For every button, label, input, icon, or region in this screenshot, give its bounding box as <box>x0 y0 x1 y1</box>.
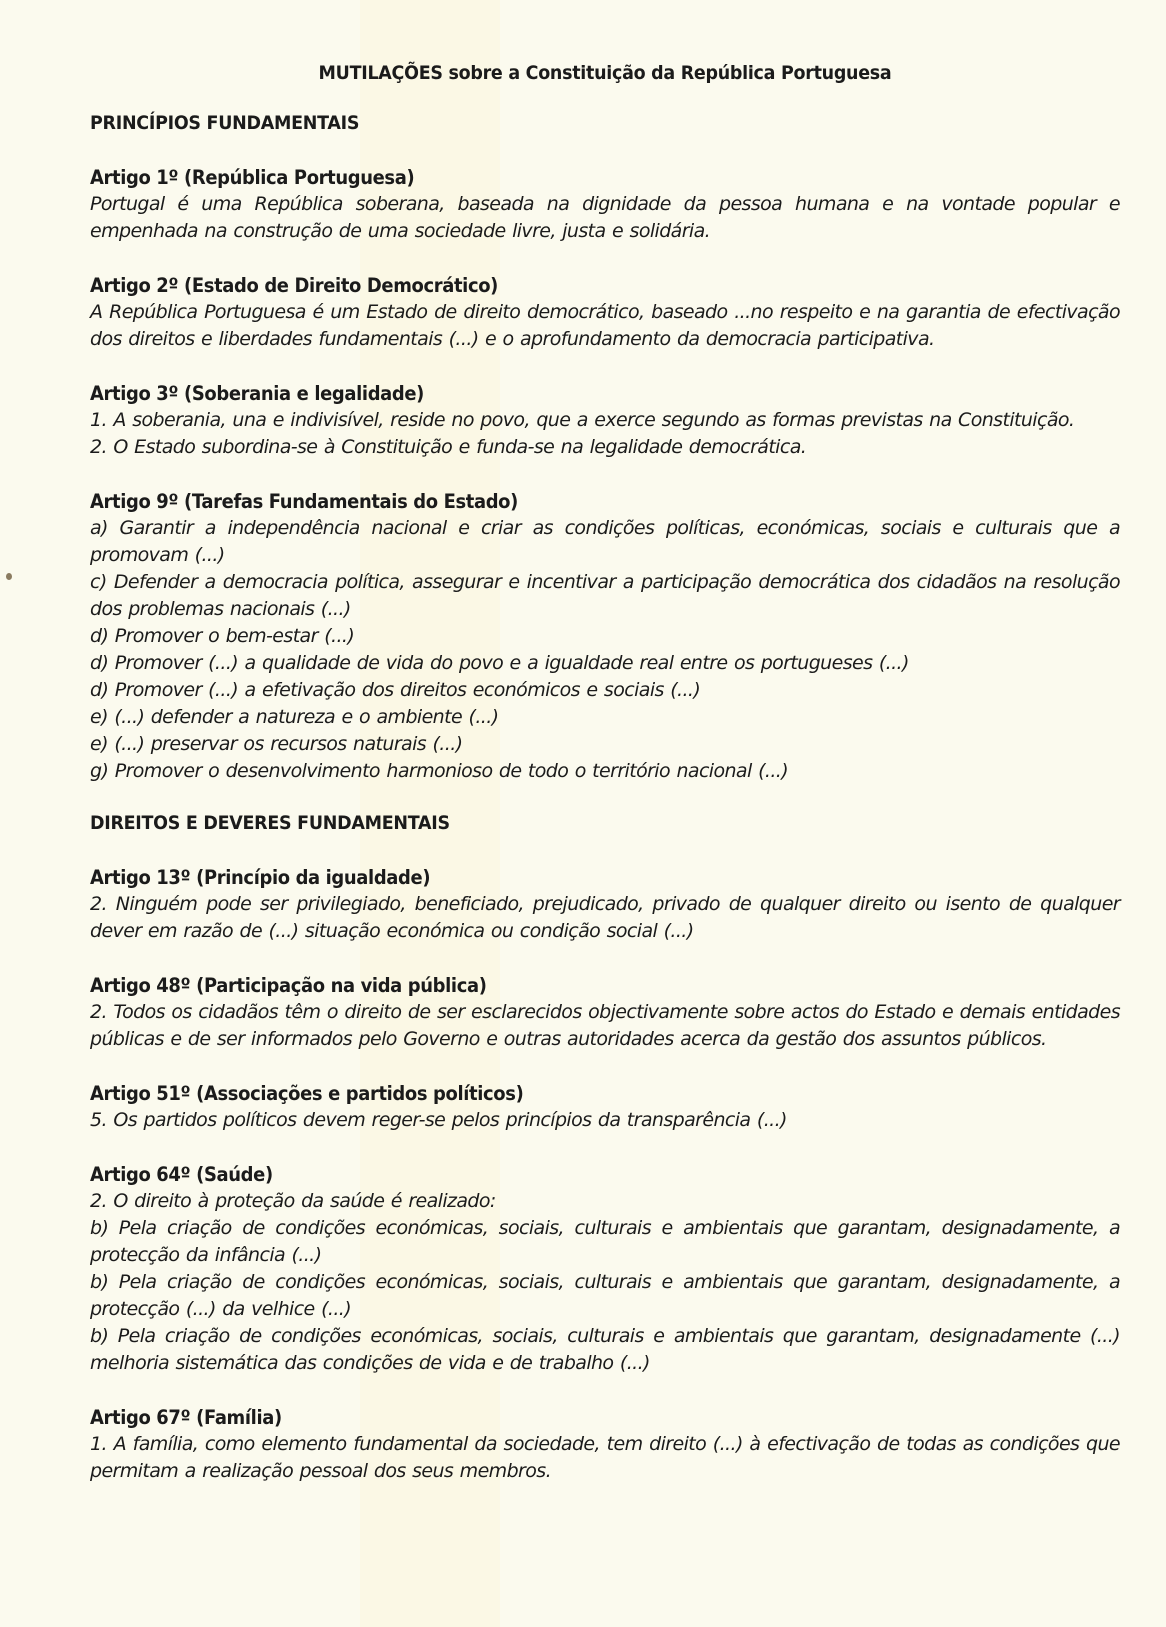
document-page <box>90 62 1120 1512</box>
article-heading: Artigo 67º (Família) <box>90 1406 282 1429</box>
article-paragraph: b) Pela criação de condições económicas, sociais, culturais e ambientais que garantam, designadamente, a protecção da infância (...) <box>90 1217 1120 1266</box>
article-paragraph: d) Promover o bem-estar (...) <box>90 625 355 647</box>
article-heading: Artigo 13º (Princípio da igualdade) <box>90 866 431 889</box>
article-paragraph: 1. A soberania, una e indivisível, reside no povo, que a exerce segundo as formas previstas na Constituição. <box>90 409 1075 431</box>
article-paragraph: e) (...) defender a natureza e o ambiente (...) <box>90 706 499 728</box>
article-paragraph: 1. A família, como elemento fundamental da sociedade, tem direito (...) à efectivação de todas as condições que permitam a realização pessoal dos seus membros. <box>90 1433 1120 1482</box>
article-paragraph: g) Promover o desenvolvimento harmonioso de todo o território nacional (...) <box>90 760 789 782</box>
article-paragraph: b) Pela criação de condições económicas, sociais, culturais e ambientais que garantam, designadamente (...) melhoria sistemática das condições de vida e de trabalho (...) <box>90 1325 1120 1374</box>
article <box>90 272 1120 353</box>
article <box>90 864 1120 945</box>
section <box>90 812 1120 1485</box>
document-body <box>90 112 1120 1485</box>
article <box>90 1404 1120 1485</box>
section-title: PRINCÍPIOS FUNDAMENTAIS <box>90 112 360 134</box>
article-paragraph: 2. O direito à proteção da saúde é realizado: <box>90 1190 496 1212</box>
article-paragraph: d) Promover (...) a efetivação dos direitos económicos e sociais (...) <box>90 679 701 701</box>
article-paragraph: b) Pela criação de condições económicas, sociais, culturais e ambientais que garantam, designadamente, a protecção (...) da velhice (...) <box>90 1271 1120 1320</box>
article-paragraph: 2. Ninguém pode ser privilegiado, beneficiado, prejudicado, privado de qualquer direito ou isento de qualquer dever em razão de (...) situação económica ou condição social (...) <box>90 893 1120 942</box>
document-title: MUTILAÇÕES sobre a Constituição da República Portuguesa <box>318 62 892 84</box>
section <box>90 112 1120 785</box>
article-paragraph: Portugal é uma República soberana, baseada na dignidade da pessoa humana e na vontade popular e empenhada na construção de uma sociedade livre, justa e solidária. <box>90 193 1120 242</box>
section-title: DIREITOS E DEVERES FUNDAMENTAIS <box>90 812 450 834</box>
article <box>90 488 1120 785</box>
article-paragraph: 5. Os partidos políticos devem reger-se pelos princípios da transparência (...) <box>90 1109 787 1131</box>
article-heading: Artigo 3º (Soberania e legalidade) <box>90 382 425 405</box>
article <box>90 1080 1120 1134</box>
article-paragraph: d) Promover (...) a qualidade de vida do povo e a igualdade real entre os portugueses (...) <box>90 652 909 674</box>
article <box>90 164 1120 245</box>
article-paragraph: 2. Todos os cidadãos têm o direito de ser esclarecidos objectivamente sobre actos do Estado e demais entidades públicas e de ser informados pelo Governo e outras autoridades acerca da gestão dos assuntos públicos. <box>90 1001 1120 1050</box>
article-paragraph: A República Portuguesa é um Estado de direito democrático, baseado ...no respeito e na garantia de efectivação dos direitos e liberdades fundamentais (...) e o aprofundamento da democracia participativa. <box>90 301 1120 350</box>
article-heading: Artigo 1º (República Portuguesa) <box>90 166 415 189</box>
article-paragraph: 2. O Estado subordina-se à Constituição e funda-se na legalidade democrática. <box>90 436 807 458</box>
article-heading: Artigo 2º (Estado de Direito Democrático) <box>90 274 499 297</box>
article <box>90 1161 1120 1377</box>
article-paragraph: c) Defender a democracia política, assegurar e incentivar a participação democrática dos cidadãos na resolução dos problemas nacionais (...) <box>90 571 1120 620</box>
scan-speck <box>6 573 12 580</box>
article <box>90 380 1120 461</box>
article-paragraph: e) (...) preservar os recursos naturais (...) <box>90 733 463 755</box>
article <box>90 972 1120 1053</box>
article-heading: Artigo 64º (Saúde) <box>90 1163 273 1186</box>
article-heading: Artigo 48º (Participação na vida pública) <box>90 974 487 997</box>
article-heading: Artigo 9º (Tarefas Fundamentais do Estado) <box>90 490 518 513</box>
article-heading: Artigo 51º (Associações e partidos políticos) <box>90 1082 524 1105</box>
article-paragraph: a) Garantir a independência nacional e criar as condições políticas, económicas, sociais e culturais que a promovam (...) <box>90 517 1120 566</box>
